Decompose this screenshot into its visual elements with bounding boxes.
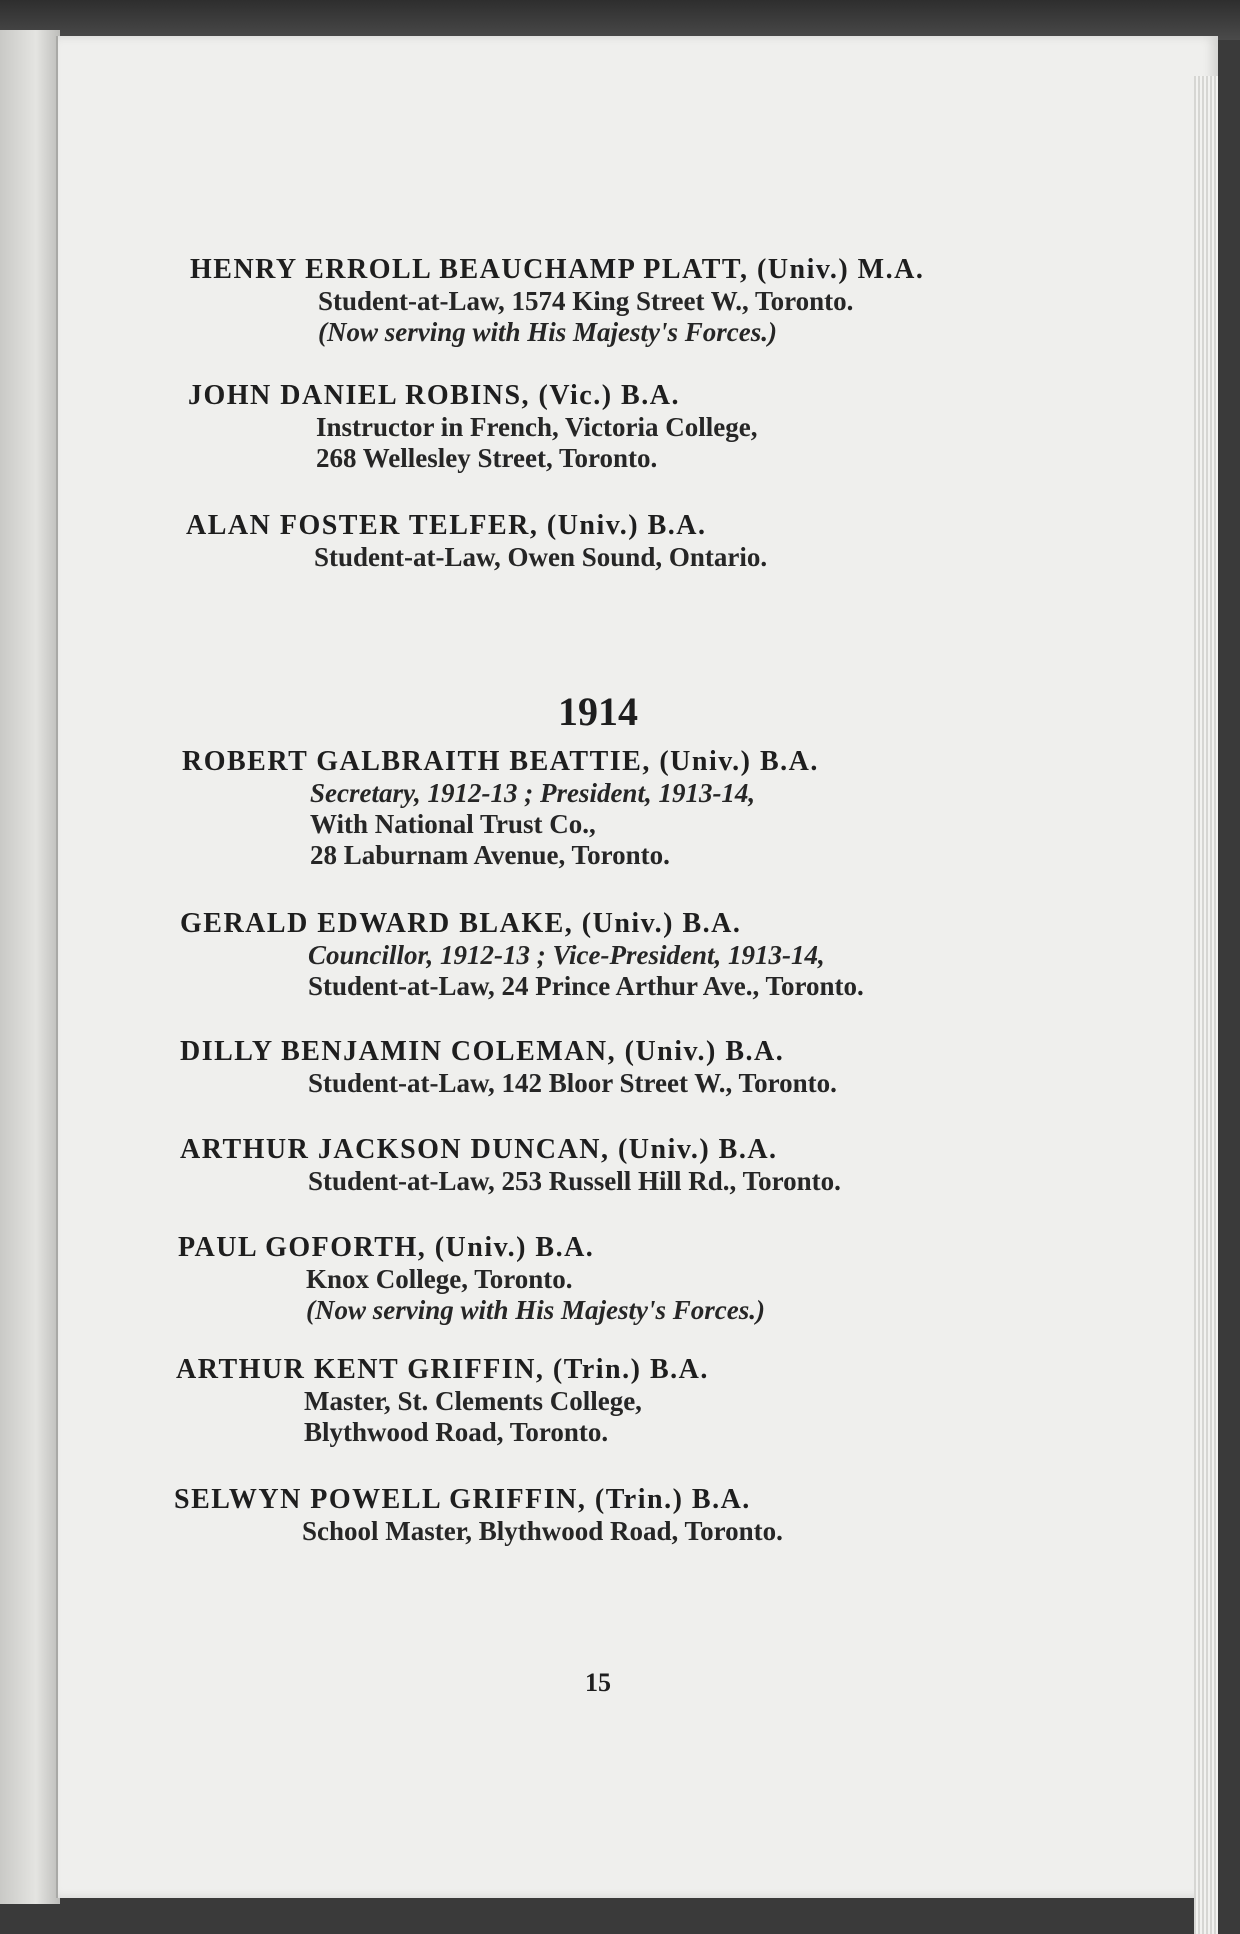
alumni-entry	[58, 1134, 1218, 1197]
entry-name: ARTHUR JACKSON DUNCAN, (Univ.) B.A.	[180, 1134, 778, 1165]
alumni-entry	[58, 1232, 1218, 1326]
entry-name: DILLY BENJAMIN COLEMAN, (Univ.) B.A.	[180, 1036, 785, 1067]
alumni-entry	[58, 1354, 1218, 1448]
alumni-entry	[58, 1484, 1218, 1547]
entry-detail-line: Student-at-Law, Owen Sound, Ontario.	[314, 542, 768, 572]
book-page	[56, 36, 1218, 1898]
scan-background-top	[0, 0, 1240, 40]
entry-detail-line: Blythwood Road, Toronto.	[304, 1417, 609, 1447]
entry-detail-line: (Now serving with His Majesty's Forces.)	[318, 317, 778, 347]
alumni-entry	[58, 908, 1218, 1002]
entry-name: ALAN FOSTER TELFER, (Univ.) B.A.	[186, 510, 707, 541]
page-content	[58, 36, 1218, 1898]
year-heading: 1914	[558, 689, 638, 734]
entry-name: JOHN DANIEL ROBINS, (Vic.) B.A.	[188, 380, 680, 411]
entry-detail-line: Secretary, 1912-13 ; President, 1913-14,	[310, 778, 756, 808]
entry-detail-line: Instructor in French, Victoria College,	[316, 412, 758, 442]
alumni-entry	[58, 380, 1218, 474]
entry-detail-line: Master, St. Clements College,	[304, 1386, 642, 1416]
entry-name: GERALD EDWARD BLAKE, (Univ.) B.A.	[180, 908, 742, 939]
entry-name: ROBERT GALBRAITH BEATTIE, (Univ.) B.A.	[182, 746, 819, 777]
entry-name: HENRY ERROLL BEAUCHAMP PLATT, (Univ.) M.A.	[190, 254, 925, 285]
entry-detail-line: Student-at-Law, 24 Prince Arthur Ave., Toronto.	[308, 971, 864, 1001]
entry-detail-line: With National Trust Co.,	[310, 809, 596, 839]
alumni-entry	[58, 254, 1218, 348]
entry-detail-line: Student-at-Law, 142 Bloor Street W., Toronto.	[308, 1068, 837, 1098]
alumni-entry	[58, 510, 1218, 573]
entry-detail-line: 28 Laburnam Avenue, Toronto.	[310, 840, 670, 870]
entry-detail-line: School Master, Blythwood Road, Toronto.	[302, 1516, 783, 1546]
entry-detail-line: Student-at-Law, 1574 King Street W., Toronto.	[318, 286, 854, 316]
alumni-entry	[58, 746, 1218, 871]
entry-detail-line: (Now serving with His Majesty's Forces.)	[306, 1295, 766, 1325]
alumni-entry	[58, 1036, 1218, 1099]
entry-detail-line: Student-at-Law, 253 Russell Hill Rd., Toronto.	[308, 1166, 841, 1196]
book-spine	[0, 30, 60, 1904]
page-number: 15	[585, 1668, 611, 1697]
entry-detail-line: 268 Wellesley Street, Toronto.	[316, 443, 658, 473]
entry-name: SELWYN POWELL GRIFFIN, (Trin.) B.A.	[174, 1484, 751, 1515]
entry-name: ARTHUR KENT GRIFFIN, (Trin.) B.A.	[176, 1354, 709, 1385]
entry-detail-line: Knox College, Toronto.	[306, 1264, 573, 1294]
entry-name: PAUL GOFORTH, (Univ.) B.A.	[178, 1232, 595, 1263]
entry-detail-line: Councillor, 1912-13 ; Vice-President, 1913-14,	[308, 940, 825, 970]
